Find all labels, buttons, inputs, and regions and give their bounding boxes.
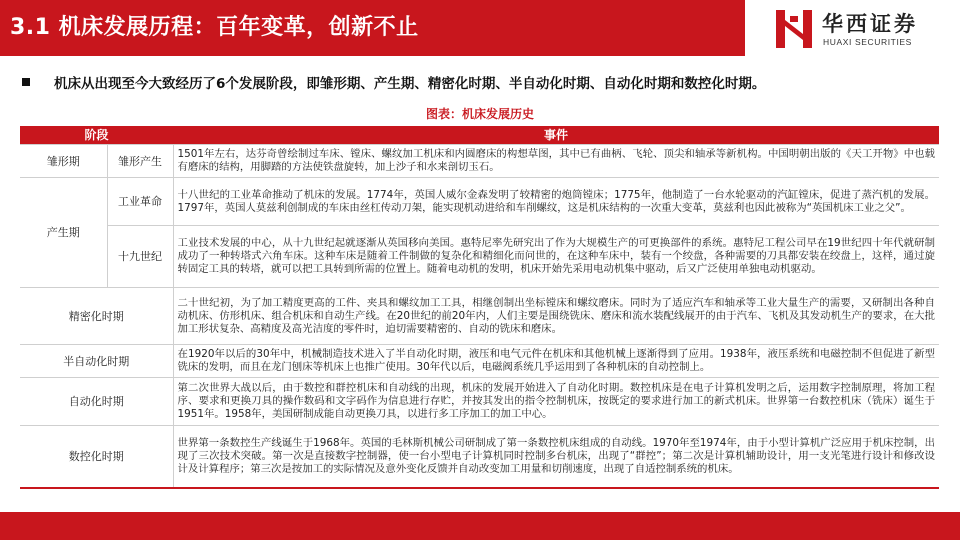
stage-cell: 雏形期 bbox=[20, 145, 107, 178]
page-title-bar bbox=[0, 0, 745, 56]
event-cell: 十八世纪的工业革命推动了机床的发展。1774年，英国人威尔金森发明了较精密的炮筒镗床；1775年，他制造了一台水轮驱动的汽缸镗床，促进了蒸汽机的发展。1797年，英国人莫兹利创制成的车床由丝杠传动刀架，能实现机动进给和车削螺纹，这是机床结构的一次重大变革，莫兹利也因此被称为“英国机床工业之父”。 bbox=[173, 178, 939, 226]
substage-cell: 工业革命 bbox=[107, 178, 173, 226]
table-row bbox=[20, 426, 939, 488]
event-cell: 1501年左右，达芬奇曾绘制过车床、镗床、螺纹加工机床和内圆磨床的构想草图，其中已有曲柄、飞轮、顶尖和轴承等新机构。中国明朝出版的《天工开物》中也载有磨床的结构，用脚踏的方法使铁盘旋转，加上沙子和水来剖切玉石。 bbox=[173, 145, 939, 178]
header-event: 事件 bbox=[173, 126, 939, 145]
summary-text: 机床从出现至今大致经历了6个发展阶段，即雏形期、产生期、精密化时期、半自动化时期、自动化时期和数控化时期。 bbox=[54, 76, 766, 92]
footer-bar bbox=[0, 512, 960, 540]
table-row bbox=[20, 178, 939, 226]
table-row bbox=[20, 226, 939, 288]
summary-bullet bbox=[22, 72, 942, 92]
square-bullet-icon bbox=[22, 78, 30, 86]
stage-cell: 精密化时期 bbox=[20, 288, 173, 345]
stage-cell: 数控化时期 bbox=[20, 426, 173, 488]
event-cell: 二十世纪初，为了加工精度更高的工件、夹具和螺纹加工工具，相继创制出坐标镗床和螺纹磨床。同时为了适应汽车和轴承等工业大量生产的需要，又研制出各种自动机床、仿形机床、组合机床和自动生产线。在20世纪的前20年内，人们主要是围绕铣床、磨床和流水装配线展开的由于汽车、飞机及其发动机生产的要求，在大批加工形状复杂、高精度及高光洁度的零件时，迫切需要精密的、自动的铣床和磨床。 bbox=[173, 288, 939, 345]
stage-cell: 自动化时期 bbox=[20, 378, 173, 426]
table-caption: 图表：机床发展历史 bbox=[425, 107, 534, 121]
logo-english-name: HUAXI SECURITIES bbox=[823, 37, 912, 47]
header-stage: 阶段 bbox=[20, 126, 173, 145]
substage-cell: 十九世纪 bbox=[107, 226, 173, 288]
event-cell: 在1920年以后的30年中，机械制造技术进入了半自动化时期，液压和电气元件在机床和其他机械上逐渐得到了应用。1938年，液压系统和电磁控制不但促进了新型铣床的发明，而且在龙门刨床等机床上也推广使用。30年代以后，电磁阀系统几乎运用到了各种机床的自动控制上。 bbox=[173, 345, 939, 378]
table-header-row bbox=[20, 126, 939, 145]
event-cell: 第二次世界大战以后，由于数控和群控机床和自动线的出现，机床的发展开始进入了自动化时期。数控机床是在电子计算机发明之后，运用数字控制原理，将加工程序、要求和更换刀具的操作数码和文字码作为信息进行存贮，并按其发出的指令控制机床，按既定的要求进行加工的新式机床。世界第一台数控机床（铣床）诞生于1951年。1958年，美国研制成能自动更换刀具，以进行多工序加工的加工中心。 bbox=[173, 378, 939, 426]
history-table bbox=[20, 126, 939, 489]
substage-cell: 雏形产生 bbox=[107, 145, 173, 178]
logo-chinese-name: 华西证券 bbox=[822, 11, 918, 36]
huaxi-logo-icon bbox=[774, 8, 814, 50]
table-row bbox=[20, 345, 939, 378]
stage-cell: 产生期 bbox=[20, 178, 107, 288]
event-cell: 世界第一条数控生产线诞生于1968年。英国的毛林斯机械公司研制成了第一条数控机床组成的自动线。1970年至1974年，由于小型计算机广泛应用于机床控制，出现了三次技术突破。第一次是直接数字控制器，使一台小型电子计算机同时控制多台机床，出现了“群控”；第二次是计算机辅助设计，用一支光笔进行设计和修改设计及计算程序；第三次是按加工的实际情况及意外变化反馈并自动改变加工用量和切削速度，出现了自适控制系统的机床。 bbox=[173, 426, 939, 488]
stage-cell: 半自动化时期 bbox=[20, 345, 173, 378]
table-row bbox=[20, 145, 939, 178]
table-row bbox=[20, 288, 939, 345]
event-cell: 工业技术发展的中心，从十九世纪起就逐渐从英国移向美国。惠特尼率先研究出了作为大规模生产的可更换部件的系统。惠特尼工程公司早在19世纪四十年代就研制成功了一种转塔式六角车床。这种车床是随着工件制做的复杂化和精细化而问世的，在这种车床中，装有一个绞盘，各种需要的刀具都安装在绞盘上，这样，通过旋转固定工具的转塔，就可以把工具转到所需的位置上。随着电动机的发明，机床开始先采用电动机集中驱动，后又广泛使用单独电动机驱动。 bbox=[173, 226, 939, 288]
table-row bbox=[20, 378, 939, 426]
page-title: 3.1 机床发展历程：百年变革，创新不止 bbox=[10, 15, 419, 40]
company-logo bbox=[760, 4, 955, 54]
